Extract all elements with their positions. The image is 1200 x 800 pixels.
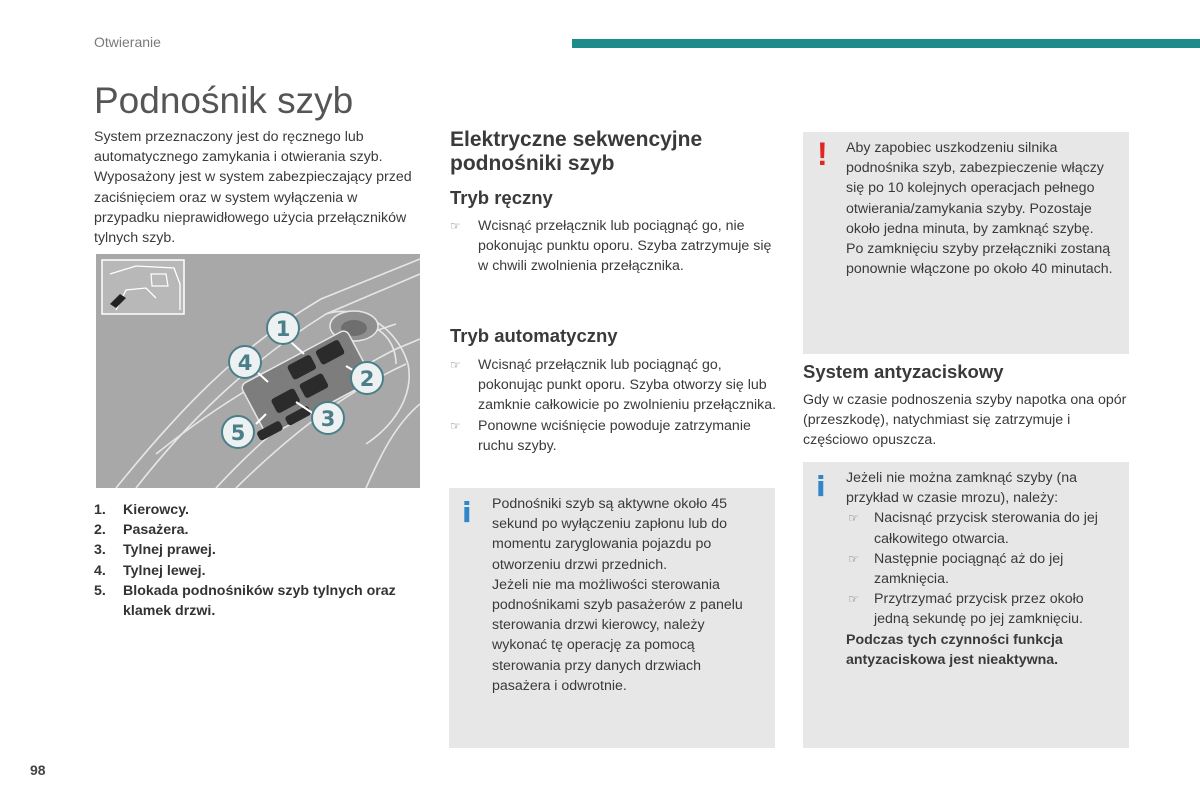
warning-paragraph: Po zamknięciu szyby przełączniki zostaną ponownie włączone po około 40 minutach. [846,241,1113,278]
auto-mode-list [450,355,778,456]
callout-3 [312,402,344,434]
info-box-frost [803,462,1129,748]
callout-1 [267,312,299,344]
figure-legend [94,500,424,621]
legend-item: 5. Blokada podnośników szyb tylnych oraz klamek drzwi. [94,582,396,620]
pointing-hand-icon: ☞ [450,219,461,233]
list-item: ☞ Wcisnąć przełącznik lub pociągnąć go, pokonując punkt oporu. Szyba otworzy się lub zamknie całkowicie po zwolnieniu przełącznika. [450,357,777,414]
legend-item: 1. Kierowcy. [94,502,189,518]
section-header: Otwieranie [94,34,161,50]
main-section-heading: Elektryczne sekwencyjne podnośniki szyb [450,128,703,175]
manual-mode-list [450,216,778,277]
warning-paragraph: Aby zapobiec uszkodzeniu silnika podnośnika szyb, zabezpieczenie włączy się po 10 kolejnych operacjach pełnego otwierania/zamykania szyby. Pozostaje około jedna minuta, by zamknąć szybę. [846,140,1104,237]
door-panel-drawing [96,254,420,488]
svg-text:4: 4 [237,351,253,375]
callout-5 [222,416,254,448]
callout-4 [229,346,261,378]
list-item: ☞ Ponowne wciśnięcie powoduje zatrzymanie ruchu szyby. [450,417,751,454]
page-title: Podnośnik szyb [94,80,354,121]
pointing-hand-icon: ☞ [848,592,859,607]
auto-mode-heading: Tryb automatyczny [450,325,618,346]
svg-text:1: 1 [275,317,291,341]
warning-box-motor [803,132,1129,354]
pointing-hand-icon: ☞ [450,418,461,433]
header-accent-bar [572,39,1200,48]
list-item: ☞ Wcisnąć przełącznik lub pociągnąć go, nie pokonując punktu oporu. Szyba zatrzymuje się w chwili zwolnienia przełącznika. [450,218,772,275]
info-box-activation [449,488,775,748]
list-item: ☞ Następnie pociągnąć aż do jej zamknięcia. [848,550,1064,588]
interior-thumbnail [102,260,184,314]
pointing-hand-icon: ☞ [450,358,461,372]
info-icon: i [462,496,472,529]
page-number: 98 [30,762,46,778]
info-intro: Jeżeli nie można zamknąć szyby (na przykład w czasie mrozu), należy: [846,470,1078,507]
svg-text:2: 2 [359,367,375,391]
pointing-hand-icon: ☞ [848,551,859,566]
callout-2 [351,362,383,394]
legend-item: 4. Tylnej lewej. [94,562,206,579]
list-item: ☞ Nacisnąć przycisk sterowania do jej całkowitego otwarcia. [848,510,1098,547]
legend-item: 3. Tylnej prawej. [94,542,216,559]
info-bold-note: Podczas tych czynności funkcja antyzaciskowa jest nieaktywna. [846,631,1063,668]
pointing-hand-icon: ☞ [848,511,859,526]
door-switch-illustration [96,254,420,488]
info-icon: i [816,470,826,503]
manual-mode-heading: Tryb ręczny [450,187,553,208]
antipinch-paragraph: Gdy w czasie podnoszenia szyby napotka ona opór (przeszkodę), natychmiast się zatrzymuje i częściowo opuszcza. [803,392,1127,449]
legend-item: 2. Pasażera. [94,522,189,539]
list-item: ☞ Przytrzymać przycisk przez około jedną sekundę po jej zamknięciu. [848,591,1084,628]
intro-paragraph: System przeznaczony jest do ręcznego lub automatycznego zamykania i otwierania szyb. Wyposażony jest w system zabezpieczający przed zaciśnięciem oraz w system wyłączenia w przypadku nieprawidłowego użycia przełączników tylnych szyb. [94,129,412,247]
frost-steps-list [846,508,1116,629]
warning-icon: ! [817,136,828,172]
svg-text:5: 5 [230,421,246,445]
svg-text:3: 3 [320,407,336,431]
antipinch-heading: System antyzaciskowy [803,361,1004,382]
info-paragraph: Jeżeli nie ma możliwości sterowania podnośnikami szyb pasażerów z panelu sterowania drzwi kierowcy, należy wykonać tę operację za pomocą sterowania przy danych drzwiach pasażera i odwrotnie. [492,576,743,694]
info-paragraph: Podnośniki szyb są aktywne około 45 sekund po wyłączeniu zapłonu lub do momentu zaryglowania pojazdu po otworzeniu drzwi przednich. [492,496,728,573]
